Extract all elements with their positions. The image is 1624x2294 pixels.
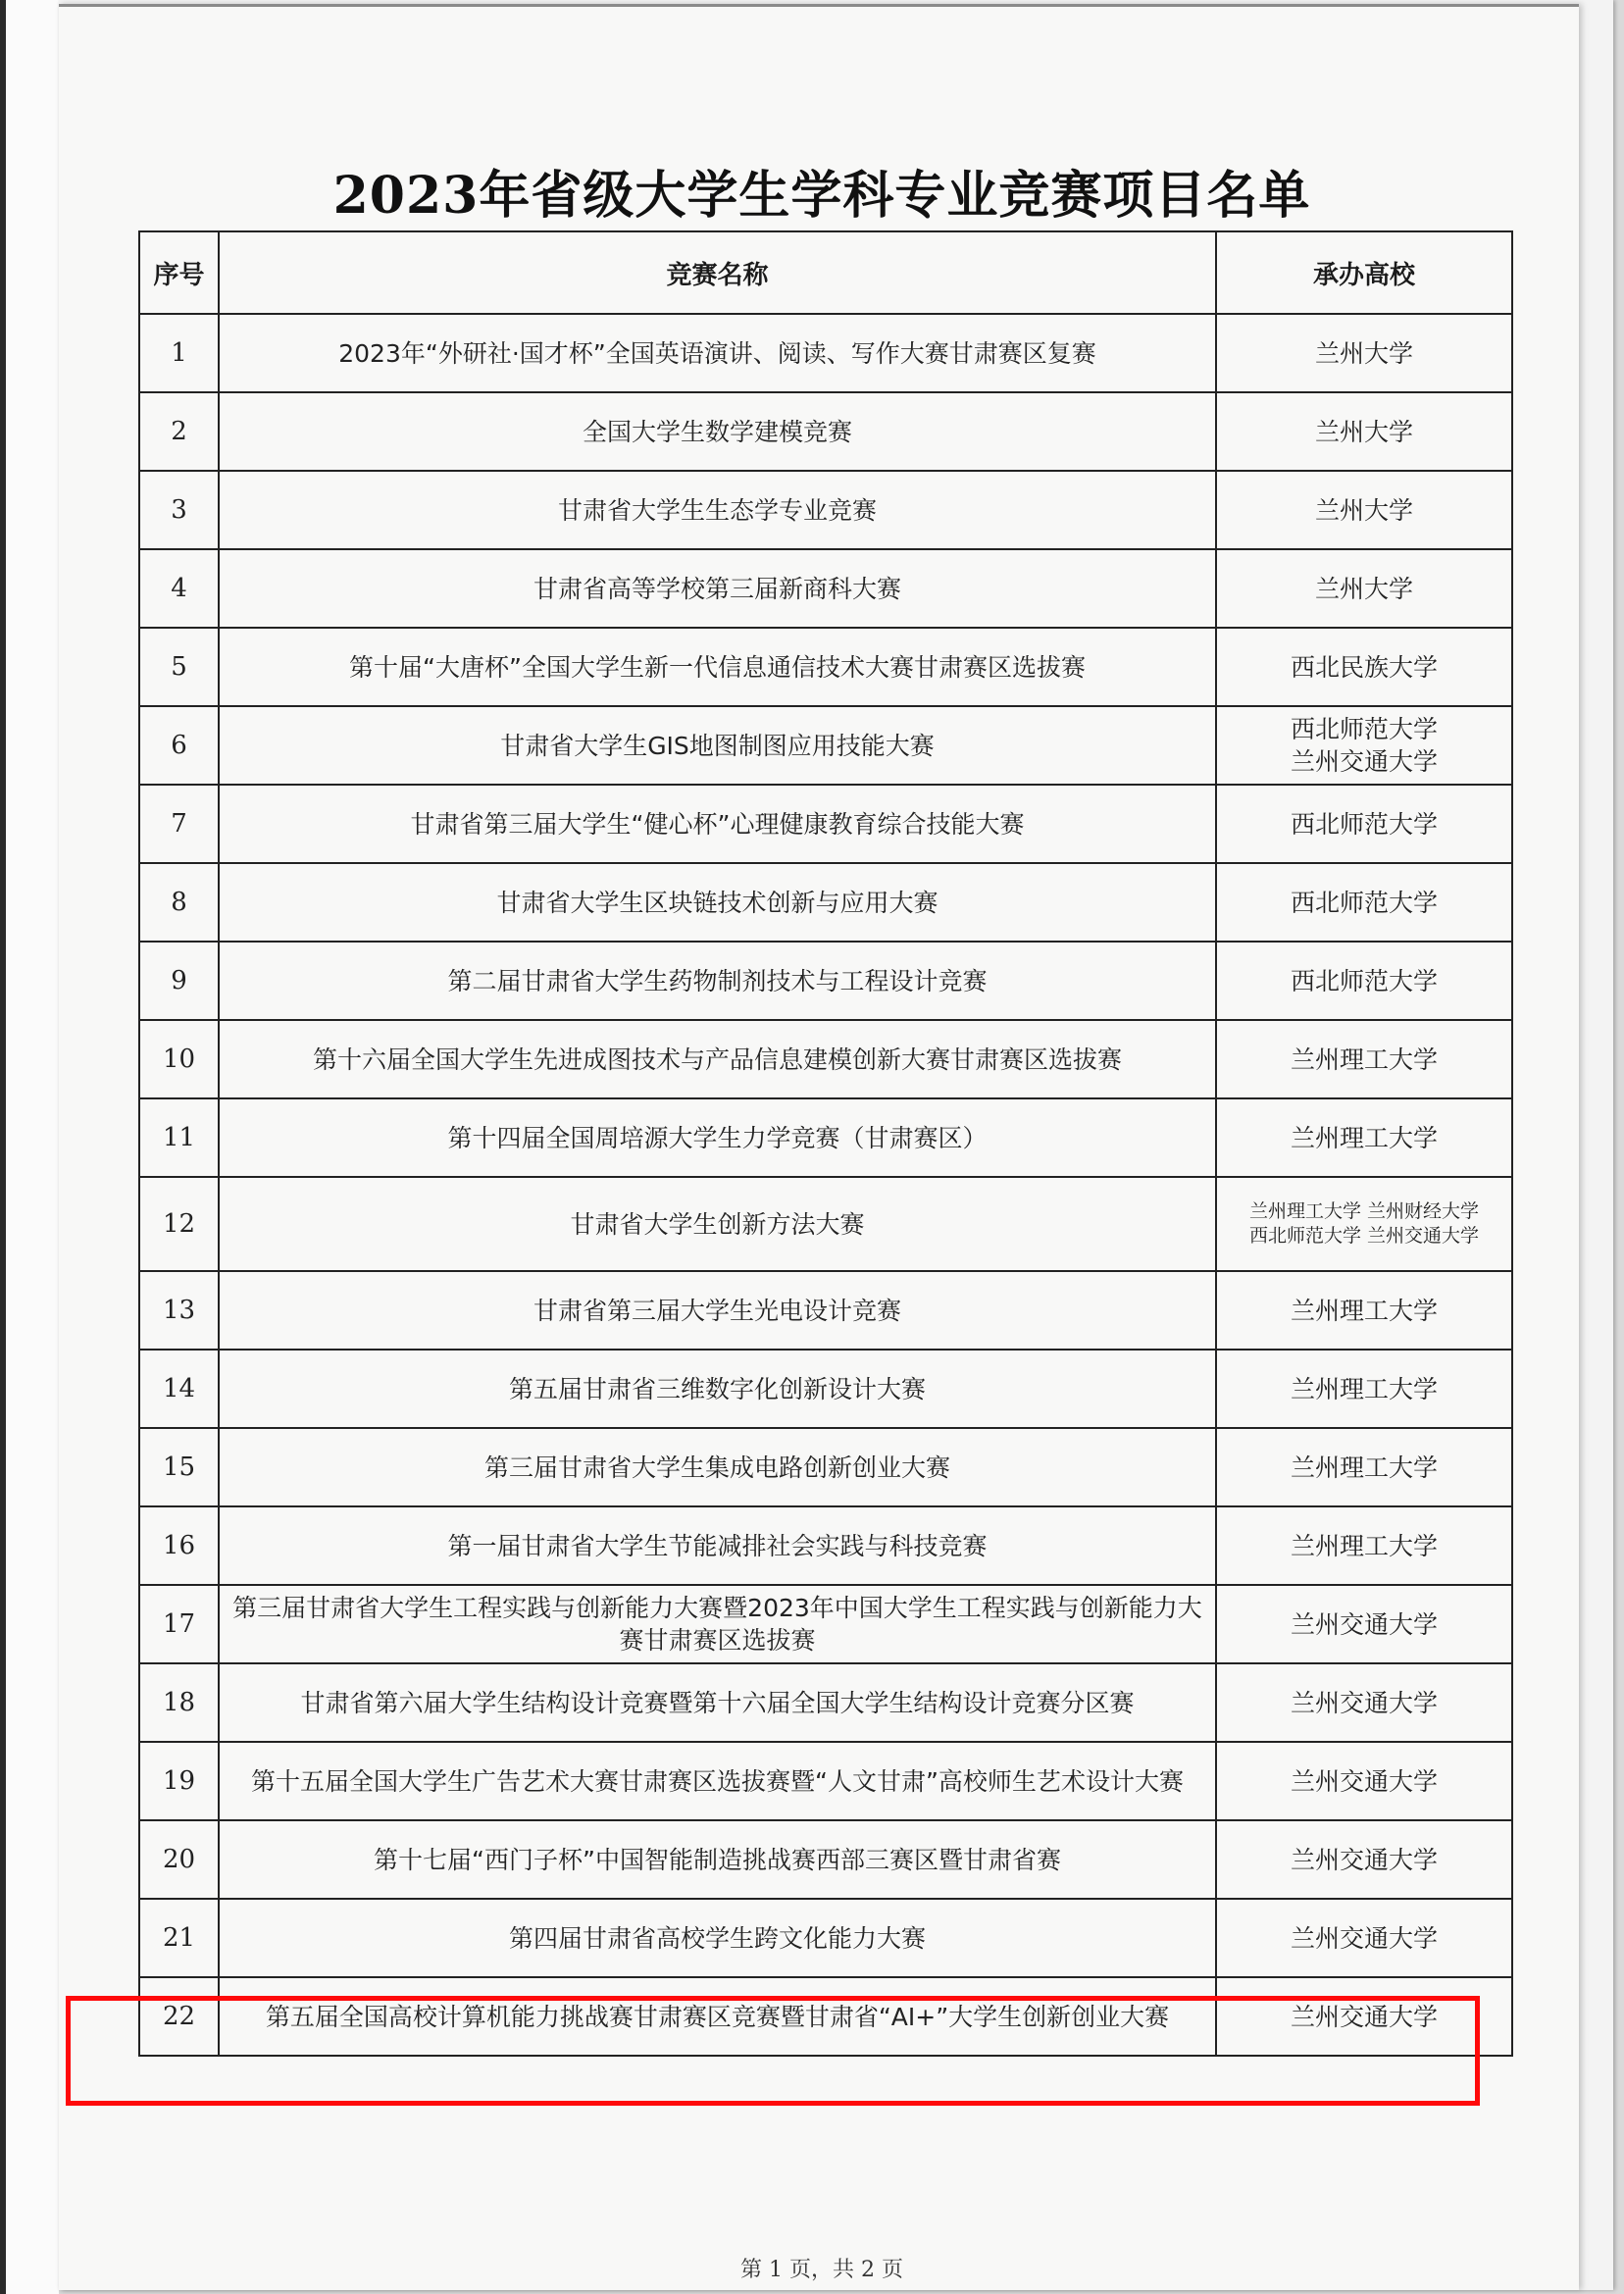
table-row [139,1663,1512,1742]
host-university [1216,1098,1512,1177]
competition-name: 第四届甘肃省高校学生跨文化能力大赛 [219,1899,1216,1977]
table-row [139,1020,1512,1098]
table-row [139,706,1512,785]
competition-name: 全国大学生数学建模竞赛 [219,392,1216,471]
host-university-line: 兰州理工大学 [1290,1123,1438,1152]
competition-name: 甘肃省大学生生态学专业竞赛 [219,471,1216,549]
host-university-line: 兰州大学 [1314,417,1413,446]
host-university-line: 兰州理工大学 [1290,1374,1438,1403]
row-number: 19 [139,1742,219,1820]
row-number: 3 [139,471,219,549]
row-number: 4 [139,549,219,628]
competition-name: 甘肃省大学生区块链技术创新与应用大赛 [219,863,1216,942]
host-university [1216,785,1512,863]
host-university [1216,1899,1512,1977]
host-university [1216,1742,1512,1820]
table-row [139,785,1512,863]
host-university-line: 兰州交通大学 [1290,1609,1438,1639]
row-number: 18 [139,1663,219,1742]
host-university-line: 西北师范大学 [1290,966,1438,995]
table-row [139,1742,1512,1820]
competition-name: 甘肃省第三届大学生光电设计竞赛 [219,1271,1216,1350]
host-university [1216,1820,1512,1899]
row-number: 17 [139,1585,219,1663]
header-host: 承办高校 [1216,231,1512,314]
table-row [139,1820,1512,1899]
host-university [1216,863,1512,942]
table-row [139,1899,1512,1977]
table-row [139,549,1512,628]
host-university [1216,706,1512,785]
row-number: 1 [139,314,219,392]
host-university [1216,628,1512,706]
table-row [139,471,1512,549]
table-row [139,1977,1512,2056]
table-row [139,1271,1512,1350]
host-university [1216,1271,1512,1350]
host-university [1216,1177,1512,1271]
row-number: 2 [139,392,219,471]
host-university-line: 兰州理工大学 [1290,1453,1438,1482]
table-row [139,1350,1512,1428]
host-university [1216,1020,1512,1098]
competition-name: 第二届甘肃省大学生药物制剂技术与工程设计竞赛 [219,942,1216,1020]
competition-name: 第五届全国高校计算机能力挑战赛甘肃赛区竞赛暨甘肃省“AI+”大学生创新创业大赛 [219,1977,1216,2056]
competition-name: 第十四届全国周培源大学生力学竞赛（甘肃赛区） [219,1098,1216,1177]
table-row [139,1177,1512,1271]
row-number: 16 [139,1506,219,1585]
host-university-line: 西北师范大学 [1290,715,1438,743]
host-university-line: 西北师范大学 [1290,888,1438,917]
competition-name: 甘肃省第三届大学生“健心杯”心理健康教育综合技能大赛 [219,785,1216,863]
row-number: 22 [139,1977,219,2056]
host-university [1216,942,1512,1020]
row-number: 14 [139,1350,219,1428]
competition-table [138,230,1513,2057]
host-university-line: 兰州大学 [1314,495,1413,525]
host-university-line: 兰州理工大学 兰州财经大学 [1248,1200,1480,1222]
competition-name: 第五届甘肃省三维数字化创新设计大赛 [219,1350,1216,1428]
table-row [139,628,1512,706]
table-row [139,314,1512,392]
row-number: 7 [139,785,219,863]
competition-name: 第三届甘肃省大学生工程实践与创新能力大赛暨2023年中国大学生工程实践与创新能力大赛甘肃赛区选拔赛 [219,1585,1216,1663]
host-university-line: 兰州理工大学 [1290,1045,1438,1074]
host-university-line: 兰州大学 [1314,338,1413,368]
host-university-line: 兰州交通大学 [1290,1766,1438,1796]
host-university-line: 兰州交通大学 [1290,1845,1438,1874]
competition-name: 甘肃省高等学校第三届新商科大赛 [219,549,1216,628]
host-university [1216,314,1512,392]
table-row [139,942,1512,1020]
host-university-line: 兰州大学 [1314,574,1413,603]
row-number: 15 [139,1428,219,1506]
row-number: 10 [139,1020,219,1098]
competition-name: 第十届“大唐杯”全国大学生新一代信息通信技术大赛甘肃赛区选拔赛 [219,628,1216,706]
table-row [139,392,1512,471]
row-number: 12 [139,1177,219,1271]
host-university-line: 兰州交通大学 [1290,1688,1438,1717]
competition-name: 甘肃省大学生创新方法大赛 [219,1177,1216,1271]
host-university-line: 兰州理工大学 [1290,1531,1438,1560]
table-row [139,1428,1512,1506]
competition-name: 2023年“外研社·国才杯”全国英语演讲、阅读、写作大赛甘肃赛区复赛 [219,314,1216,392]
host-university-line: 兰州交通大学 [1290,1923,1438,1953]
host-university [1216,1585,1512,1663]
competition-name: 甘肃省第六届大学生结构设计竞赛暨第十六届全国大学生结构设计竞赛分区赛 [219,1663,1216,1742]
competition-name: 第十七届“西门子杯”中国智能制造挑战赛西部三赛区暨甘肃省赛 [219,1820,1216,1899]
page-footer: 第 1 页，共 2 页 [740,2258,903,2282]
host-university [1216,1428,1512,1506]
row-number: 6 [139,706,219,785]
row-number: 9 [139,942,219,1020]
table-row [139,1506,1512,1585]
row-number: 13 [139,1271,219,1350]
table-row [139,1585,1512,1663]
host-university-line: 西北师范大学 兰州交通大学 [1248,1225,1480,1247]
header-name: 竞赛名称 [219,231,1216,314]
competition-name: 第一届甘肃省大学生节能减排社会实践与科技竞赛 [219,1506,1216,1585]
host-university [1216,1506,1512,1585]
host-university-line: 兰州交通大学 [1290,2002,1438,2031]
competition-name: 第三届甘肃省大学生集成电路创新创业大赛 [219,1428,1216,1506]
row-number: 21 [139,1899,219,1977]
host-university-line: 西北师范大学 [1290,809,1438,839]
table-header-row [139,231,1512,314]
host-university-line: 兰州理工大学 [1290,1296,1438,1325]
host-university [1216,1977,1512,2056]
table-row [139,1098,1512,1177]
row-number: 20 [139,1820,219,1899]
row-number: 8 [139,863,219,942]
scan-margin [6,0,59,2294]
competition-name: 甘肃省大学生GIS地图制图应用技能大赛 [219,706,1216,785]
host-university [1216,471,1512,549]
host-university [1216,549,1512,628]
host-university-line: 西北民族大学 [1290,652,1438,682]
competition-name: 第十六届全国大学生先进成图技术与产品信息建模创新大赛甘肃赛区选拔赛 [219,1020,1216,1098]
row-number: 11 [139,1098,219,1177]
host-university [1216,392,1512,471]
host-university [1216,1663,1512,1742]
host-university-line: 兰州交通大学 [1290,747,1438,776]
host-university [1216,1350,1512,1428]
header-num: 序号 [139,231,219,314]
document-page [59,4,1579,2290]
competition-name: 第十五届全国大学生广告艺术大赛甘肃赛区选拔赛暨“人文甘肃”高校师生艺术设计大赛 [219,1742,1216,1820]
table-row [139,863,1512,942]
row-number: 5 [139,628,219,706]
page-title: 2023年省级大学生学科专业竞赛项目名单 [332,166,1311,226]
